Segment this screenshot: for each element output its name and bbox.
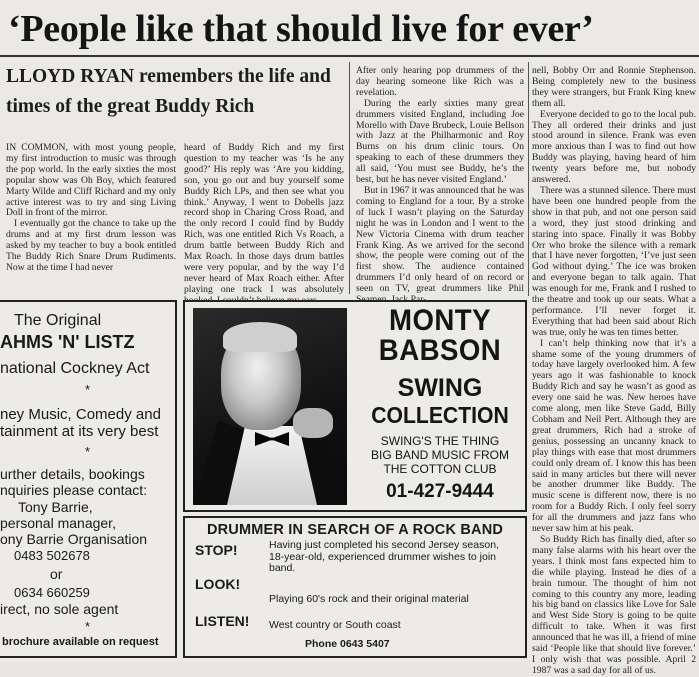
ad-name-line: BABSON bbox=[378, 334, 502, 367]
stop-label: STOP! bbox=[195, 542, 238, 558]
listen-label: LISTEN! bbox=[195, 613, 250, 629]
standfirst-line-1: LLOYD RYAN remembers the life and bbox=[6, 66, 331, 87]
ad-phone: 0634 660259 bbox=[14, 585, 90, 600]
drummer-wanted-advert bbox=[183, 516, 527, 658]
ad-tagline: BIG BAND MUSIC FROM bbox=[370, 448, 509, 462]
look-text: Playing 60's rock and their original material bbox=[269, 593, 469, 605]
ad-name-line: MONTY bbox=[389, 304, 491, 337]
buddy-rich-photo bbox=[193, 308, 347, 505]
article-paragraph: heard of Buddy Rich and my first question to my teacher was ‘Is he any good?’ His reply was ‘Are you kidding, son, you go out and buy yourself some Buddy Rich LPs, and then see what you think.’ Anyway, I went to Dobells jazz record shop in Charing Cross Road, and the only record I could find by Buddy Rich, was one entitled Rich Vs Roach, a drum battle between Buddy Rich and Max Roach. In those days drum battles were very popular, and by the way I’d never heard of Max Roach either. After playing one track I was absolutely bbox=[184, 142, 344, 295]
ad-footer: brochure available on request bbox=[2, 636, 159, 648]
standfirst-line-2: times of the great Buddy Rich bbox=[6, 96, 255, 117]
ad-phone: 0483 502678 bbox=[14, 548, 90, 563]
column-divider bbox=[349, 62, 350, 294]
cockney-act-advert bbox=[0, 300, 177, 658]
ad-phone: 01-427-9444 bbox=[386, 481, 494, 502]
ad-swing: SWING bbox=[397, 374, 483, 402]
star-divider: * bbox=[84, 444, 91, 459]
ad-line: ony Barrie Organisation bbox=[0, 531, 148, 547]
ad-contact-name: Tony Barrie, bbox=[18, 499, 93, 515]
monty-babson-advert bbox=[183, 300, 527, 512]
ad-title: DRUMMER IN SEARCH OF A ROCK BAND bbox=[206, 522, 504, 538]
standfirst bbox=[6, 62, 346, 122]
column-divider bbox=[528, 62, 529, 296]
ad-line: The Original bbox=[14, 312, 102, 329]
star-divider: * bbox=[84, 619, 91, 634]
ad-line: urther details, bookings bbox=[0, 466, 145, 482]
ad-tagline: SWING'S THE THING bbox=[380, 434, 500, 448]
article-paragraph: After only hearing pop drummers of the day hearing someone like Rich was a revelation. bbox=[356, 65, 524, 98]
headline-rule bbox=[0, 55, 699, 57]
listen-text: West country or South coast bbox=[269, 619, 401, 631]
ad-line: personal manager, bbox=[0, 515, 116, 531]
article-column-3 bbox=[356, 66, 524, 294]
ad-phone: Phone 0643 5407 bbox=[305, 638, 390, 650]
article-paragraph: Everyone decided to go to the local pub. They all ordered their drinks and just stood around in silence. Frank was even more anxious than I was to find out how Buddy was playing, having heard of him twenty years before me, but nobody answered. bbox=[532, 108, 696, 186]
ad-line: tainment at its very best bbox=[0, 423, 159, 440]
ad-act-name: AHMS 'N' LISTZ bbox=[0, 332, 135, 352]
article-paragraph: I can’t help thinking now that it’s a shame some of the young drummers of today have largely overlooked him. A few years ago it was fashionable to knock Buddy Rich and say he wasn’t as good as every one said he was. New heroes have come along, men like Steve Gadd, Billy Cobham and Neil Pert. Although they are great drummers, Rich had a stroke of genius, possessing an uncanny knack to play things with ease that most drummers could only dream of. I know this has been said in many articles but there will never be another drummer like Buddy. The music scene is different now, there is no room for a Buddy Rich. I only feel sorry for all the drummers and jazz fans who never saw him at his peak. bbox=[532, 337, 696, 535]
ad-line: nquiries please contact: bbox=[0, 482, 148, 498]
monty-ad-text bbox=[357, 306, 523, 503]
ad-line: ney Music, Comedy and bbox=[0, 406, 161, 423]
article-column-4 bbox=[532, 65, 696, 676]
article-paragraph: But in 1967 it was announced that he was coming to England for a tour. By a stroke of luck I wasn’t playing on the Saturday night he was in London and I went to the New Victoria Cinema with drum teacher Frank King. As we arrived for the second show, the people were coming out of the first show. The audience contained drummers I’d only heard of on record or seen on TV, great drummers like Phil bbox=[356, 184, 524, 295]
ad-line: or bbox=[50, 566, 63, 582]
article-column-1 bbox=[6, 143, 176, 291]
article-paragraph: During the early sixties many great drummers visited England, including Joe Morello with Dave Brubeck, Louie Bellson with Jazz at the Philharmonic and Roy Burns on his drum clinic tours. On speaking to each of these drummers they all said, ‘You must see Buddy, he’s the best, but he has never visited England.’ bbox=[356, 97, 524, 186]
article-column-2 bbox=[184, 142, 344, 295]
article-paragraph: So Buddy Rich has finally died, after so many false alarms with his heart over the years. I think most fans expected him to die while playing. Instead he dies of a brain tumour. The thought of him not coming to this country any more, leading his big band on classics like Love for Sale and West Side Story is going to be quite difficult to take. When it was first announced that he was ill, a friend of mine said ‘People like that should live forever.’ I only wish that was possible. April 2 1987 was a sad day for all of us. bbox=[532, 533, 696, 676]
article-paragraph: I eventually got the chance to take up the drums and at my first drum lesson was asked by my teacher to buy a book entitled The Buddy Rich Snare Drum Rudiments. Now at the time I had never bbox=[6, 218, 176, 273]
article-paragraph: There was a stunned silence. There must have been one hundred people from the show in that pub, and not one person said a word, they just stood drinking and staring into space. Finally it was Bobby Orr who broke the silence with a remark that I have never forgotten, ‘I’ve just seen God without dying.’ The ice was broken and everyone began to talk again. That was enough for me, Frank and I rushed to the theatre and took up our seats. What a performance. I’ll never forget it. Everything that had been said about Rich was true, only he was ten times better. bbox=[532, 184, 696, 338]
ad-collection: COLLECTION bbox=[371, 402, 509, 428]
ad-tagline: THE COTTON CLUB bbox=[383, 462, 497, 476]
article-paragraph: nell, Bobby Orr and Ronnie Stephenson. Being completely new to the business they were strangers, but Frank King knew them all. bbox=[532, 65, 696, 109]
look-label: LOOK! bbox=[195, 576, 241, 592]
article-paragraph: IN COMMON, with most young people, my first introduction to music was through the pop world. In the early sixties the most popular show was Oh Boy, which featured Marty Wilde and Cliff Richard and my only active interest was to try and sing Living Doll in front of the mirror. bbox=[6, 142, 176, 219]
ad-line: national Cockney Act bbox=[0, 360, 150, 377]
star-divider: * bbox=[84, 382, 91, 397]
ad-line: irect, no sole agent bbox=[0, 601, 119, 617]
headline: ‘People like that should live for ever’ bbox=[8, 8, 594, 50]
stop-text: Having just completed his second Jersey season, 18-year-old, experienced drummer wishes to join band. bbox=[269, 539, 499, 574]
